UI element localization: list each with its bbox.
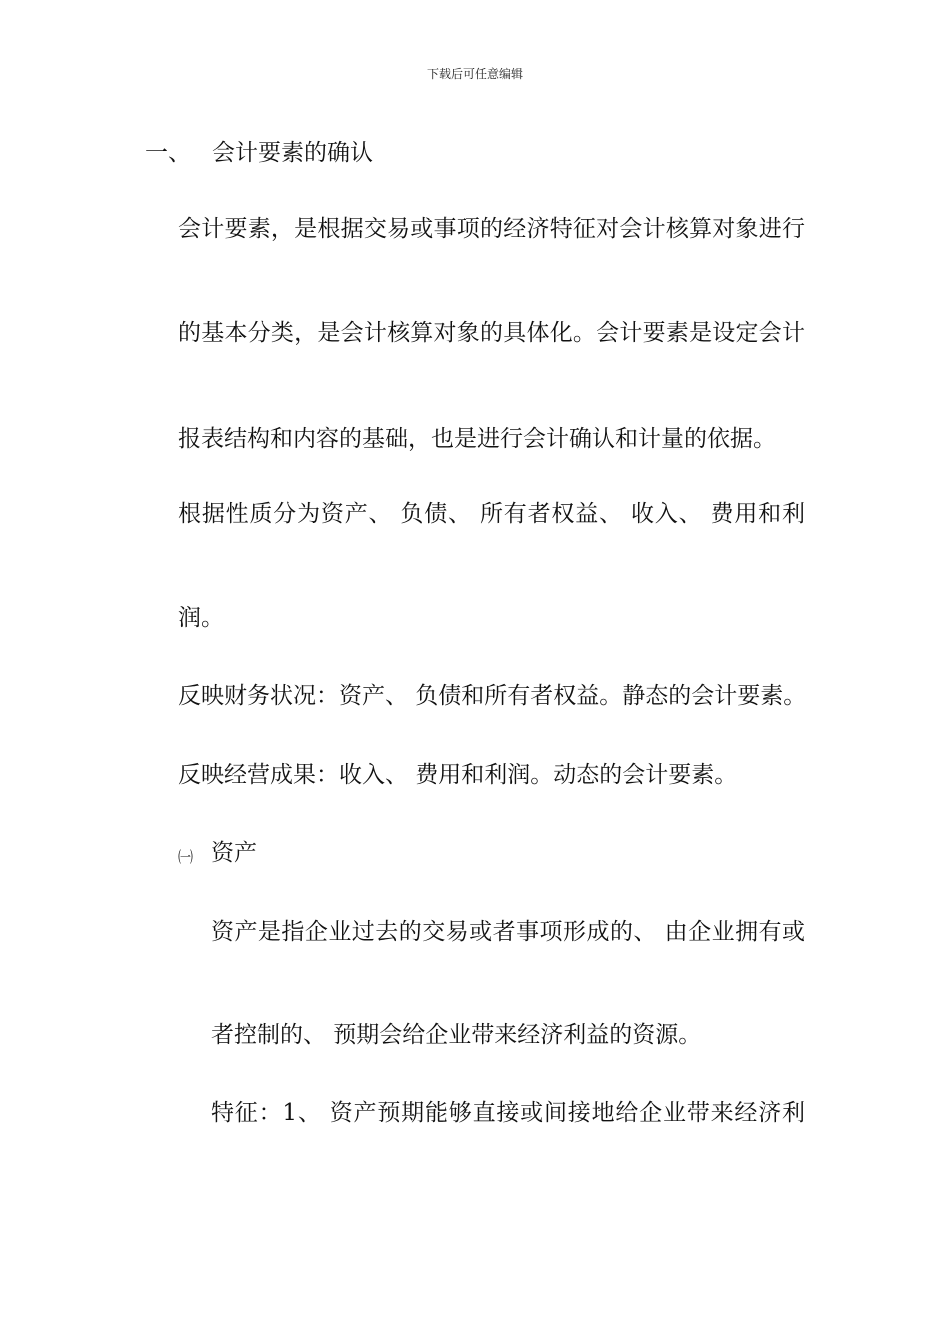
definition-line-2: 的基本分类，是会计核算对象的具体化。会计要素是设定会计 (178, 320, 805, 346)
definition-line-1: 会计要素，是根据交易或事项的经济特征对会计核算对象进行 (178, 216, 805, 242)
asset-definition-line-2: 者控制的、 预期会给企业带来经济利益的资源。 (211, 1022, 702, 1048)
section-number: 一、 (145, 140, 191, 166)
operating-results-line: 反映经营成果：收入、 费用和利润。动态的会计要素。 (178, 762, 738, 788)
asset-feature-line: 特征：1、 资产预期能够直接或间接地给企业带来经济利 (211, 1100, 805, 1126)
page-header: 下载后可任意编辑 (426, 67, 523, 81)
financial-position-line: 反映财务状况：资产、 负债和所有者权益。静态的会计要素。 (178, 683, 807, 709)
section-title: 会计要素的确认 (212, 140, 373, 166)
definition-line-3: 报表结构和内容的基础，也是进行会计确认和计量的依据。 (178, 426, 776, 452)
classification-line-2: 润。 (178, 605, 224, 631)
subsection-title: 资产 (211, 840, 257, 866)
subsection-marker: ㈠ (178, 848, 194, 866)
classification-line-1: 根据性质分为资产、 负债、 所有者权益、 收入、 费用和利 (178, 501, 805, 527)
asset-definition-line-1: 资产是指企业过去的交易或者事项形成的、 由企业拥有或 (211, 919, 805, 945)
